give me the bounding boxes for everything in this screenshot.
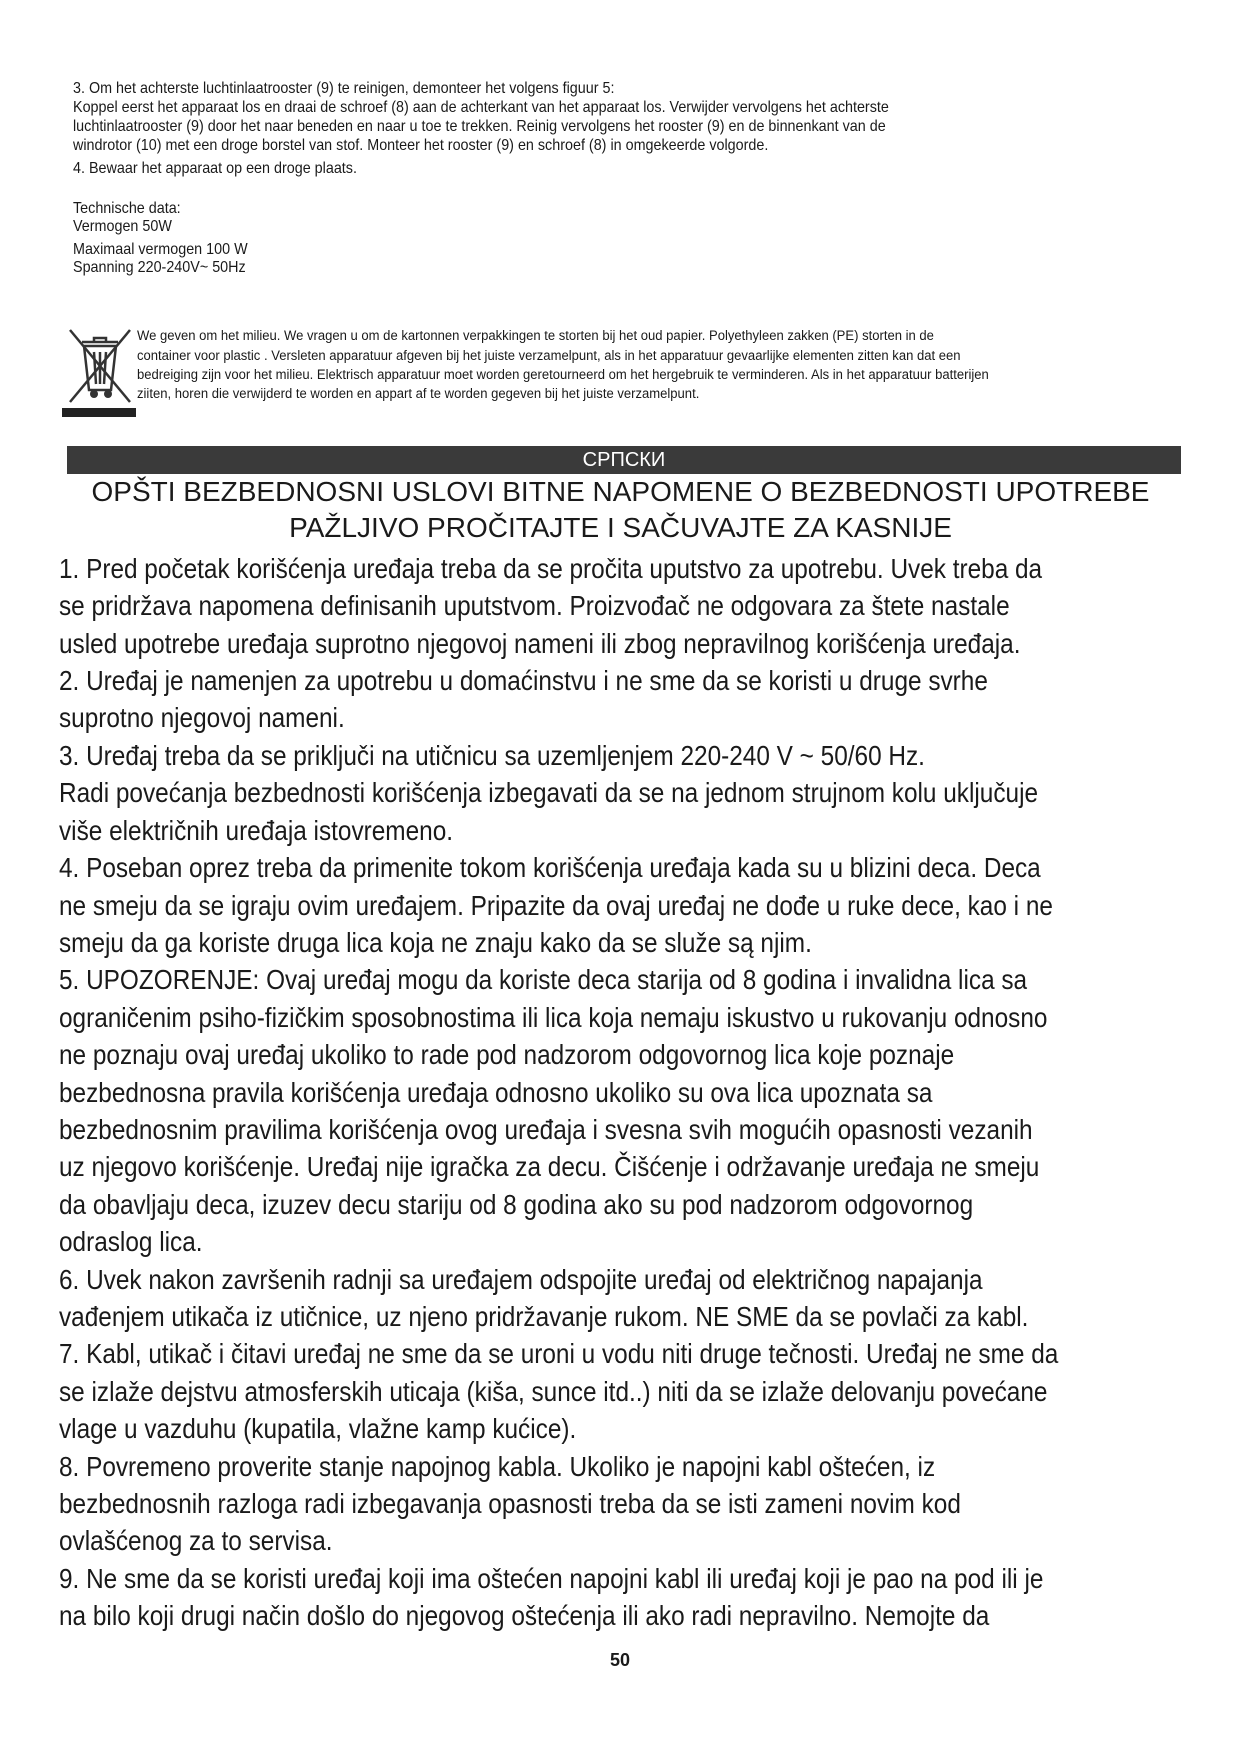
environment-line: ziiten, horen die verwijderd te worden en appart af te worden gegeven bij het juiste verzamelpunt. — [137, 386, 700, 402]
tech-data-line: Spanning 220-240V~ 50Hz — [73, 259, 246, 276]
body-line: 8. Povremeno proverite stanje napojnog kabla. Ukoliko je napojni kabl oštećen, iz — [59, 1451, 936, 1482]
body-line: usled upotrebe uređaja suprotno njegovoj nameni ili zbog nepravilnog korišćenja uređaja. — [59, 628, 1021, 659]
weee-bin-icon — [62, 328, 136, 418]
body-line: vlage u vazduhu (kupatila, vlažne kamp kućice). — [59, 1413, 577, 1444]
section-heading: OPŠTI BEZBEDNOSNI USLOVI BITNE NAPOMENE O BEZBEDNOSTI UPOTREBE — [91, 476, 1150, 507]
body-line: 2. Uređaj je namenjen za upotrebu u domaćinstvu i ne sme da se koristi u druge svrhe — [59, 665, 988, 696]
body-line: odraslog lica. — [59, 1226, 203, 1257]
section-subheading: PAŽLJIVO PROČITAJTE I SAČUVAJTE ZA KASNIJE — [289, 512, 952, 543]
dutch-line: windrotor (10) met een droge borstel van stof. Monteer het rooster (9) en schroef (8) in omgekeerde volgorde. — [73, 137, 769, 154]
body-line: ovlašćenog za to servisa. — [59, 1525, 333, 1556]
body-line: vađenjem utikača iz utičnice, uz njeno pridržavanje rukom. NE SME da se povlači za kabl. — [59, 1301, 1029, 1332]
tech-data-title: Technische data: — [73, 200, 181, 217]
body-line: više električnih uređaja istovremeno. — [59, 815, 454, 846]
body-line: bezbednosnih razloga radi izbegavanja opasnosti treba da se isti zameni novim kod — [59, 1488, 961, 1519]
body-line: 3. Uređaj treba da se priključi na utičnicu sa uzemljenjem 220-240 V ~ 50/60 Hz. — [59, 740, 925, 771]
dutch-line: 4. Bewaar het apparaat op een droge plaats. — [73, 160, 357, 177]
environment-line: container voor plastic . Versleten apparatuur afgeven bij het juiste verzamelpunt, als in het apparatuur gevaarlijke elementen zitten kan dat een — [137, 348, 961, 364]
body-line: bezbednosnim pravilima korišćenja ovog uređaja i svesna svih mogućih opasnosti vezanih — [59, 1114, 1033, 1145]
body-line: 7. Kabl, utikač i čitavi uređaj ne sme da se uroni u vodu niti druge tečnosti. Uređaj ne sme da — [59, 1338, 1059, 1369]
tech-data-line: Maximaal vermogen 100 W — [73, 241, 248, 258]
body-line: na bilo koji drugi način došlo do njegovog oštećenja ili ako radi nepravilno. Nemojte da — [59, 1600, 990, 1631]
body-line: da obavljaju deca, izuzev decu stariju od 8 godina ako su pod nadzorom odgovornog — [59, 1189, 974, 1220]
environment-line: bedreiging zijn voor het milieu. Elektrisch apparatuur moet worden geretourneerd om het hergebruik te verminderen. Als in het apparatuur batterijen — [137, 367, 989, 383]
dutch-line: 3. Om het achterste luchtinlaatrooster (9) te reinigen, demonteer het volgens figuur 5: — [73, 80, 615, 97]
body-line: ograničenim psiho-fizičkim sposobnostima ili lica koja nemaju iskustvo u rukovanju odnosno — [59, 1002, 1048, 1033]
body-line: se pridržava napomena definisanih uputstvom. Proizvođač ne odgovara za štete nastale — [59, 590, 1010, 621]
body-line: 5. UPOZORENJE: Ovaj uređaj mogu da koriste deca starija od 8 godina i invalidna lica sa — [59, 964, 1028, 995]
body-line: ne poznaju ovaj uređaj ukoliko to rade pod nadzorom odgovornog lica koje poznaje — [59, 1039, 955, 1070]
body-line: se izlaže dejstvu atmosferskih uticaja (kiša, sunce itd..) niti da se izlaže delovanju povećane — [59, 1376, 1048, 1407]
page-number: 50 — [609, 1650, 631, 1670]
tech-data-line: Vermogen 50W — [73, 218, 172, 235]
body-line: bezbednosna pravila korišćenja uređaja odnosno ukoliko su ova lica upoznata sa — [59, 1077, 933, 1108]
body-line: 9. Ne sme da se koristi uređaj koji ima oštećen napojni kabl ili uređaj koji je pao na pod ili je — [59, 1563, 1044, 1594]
body-line: Radi povećanja bezbednosti korišćenja izbegavati da se na jednom strujnom kolu uključuje — [59, 777, 1039, 808]
body-line: 1. Pred početak korišćenja uređaja treba da se pročita uputstvo za upotrebu. Uvek treba da — [59, 553, 1043, 584]
body-line: uz njegovo korišćenje. Uređaj nije igračka za decu. Čišćenje i održavanje uređaja ne smeju — [59, 1151, 1040, 1182]
language-banner: СРПСКИ — [67, 446, 1181, 474]
body-line: suprotno njegovoj nameni. — [59, 702, 345, 733]
body-line: ne smeju da se igraju ovim uređajem. Pripazite da ovaj uređaj ne dođe u ruke dece, kao i ne — [59, 890, 1053, 921]
dutch-line: Koppel eerst het apparaat los en draai de schroef (8) aan de achterkant van het apparaat los. Verwijder vervolgens het achterste — [73, 99, 889, 116]
environment-line: We geven om het milieu. We vragen u om de kartonnen verpakkingen te storten bij het oud papier. Polyethyleen zakken (PE) storten in de — [137, 328, 934, 344]
body-line: smeju da ga koriste druga lica koja ne znaju kako da se služe są njim. — [59, 927, 812, 958]
body-line: 4. Poseban oprez treba da primenite tokom korišćenja uređaja kada su u blizini deca. Deca — [59, 852, 1041, 883]
body-line: 6. Uvek nakon završenih radnji sa uređajem odspojite uređaj od električnog napajanja — [59, 1264, 983, 1295]
dutch-line: luchtinlaatrooster (9) door het naar beneden en naar u toe te trekken. Reinig vervolgens het rooster (9) en de binnenkant van de — [73, 118, 886, 135]
